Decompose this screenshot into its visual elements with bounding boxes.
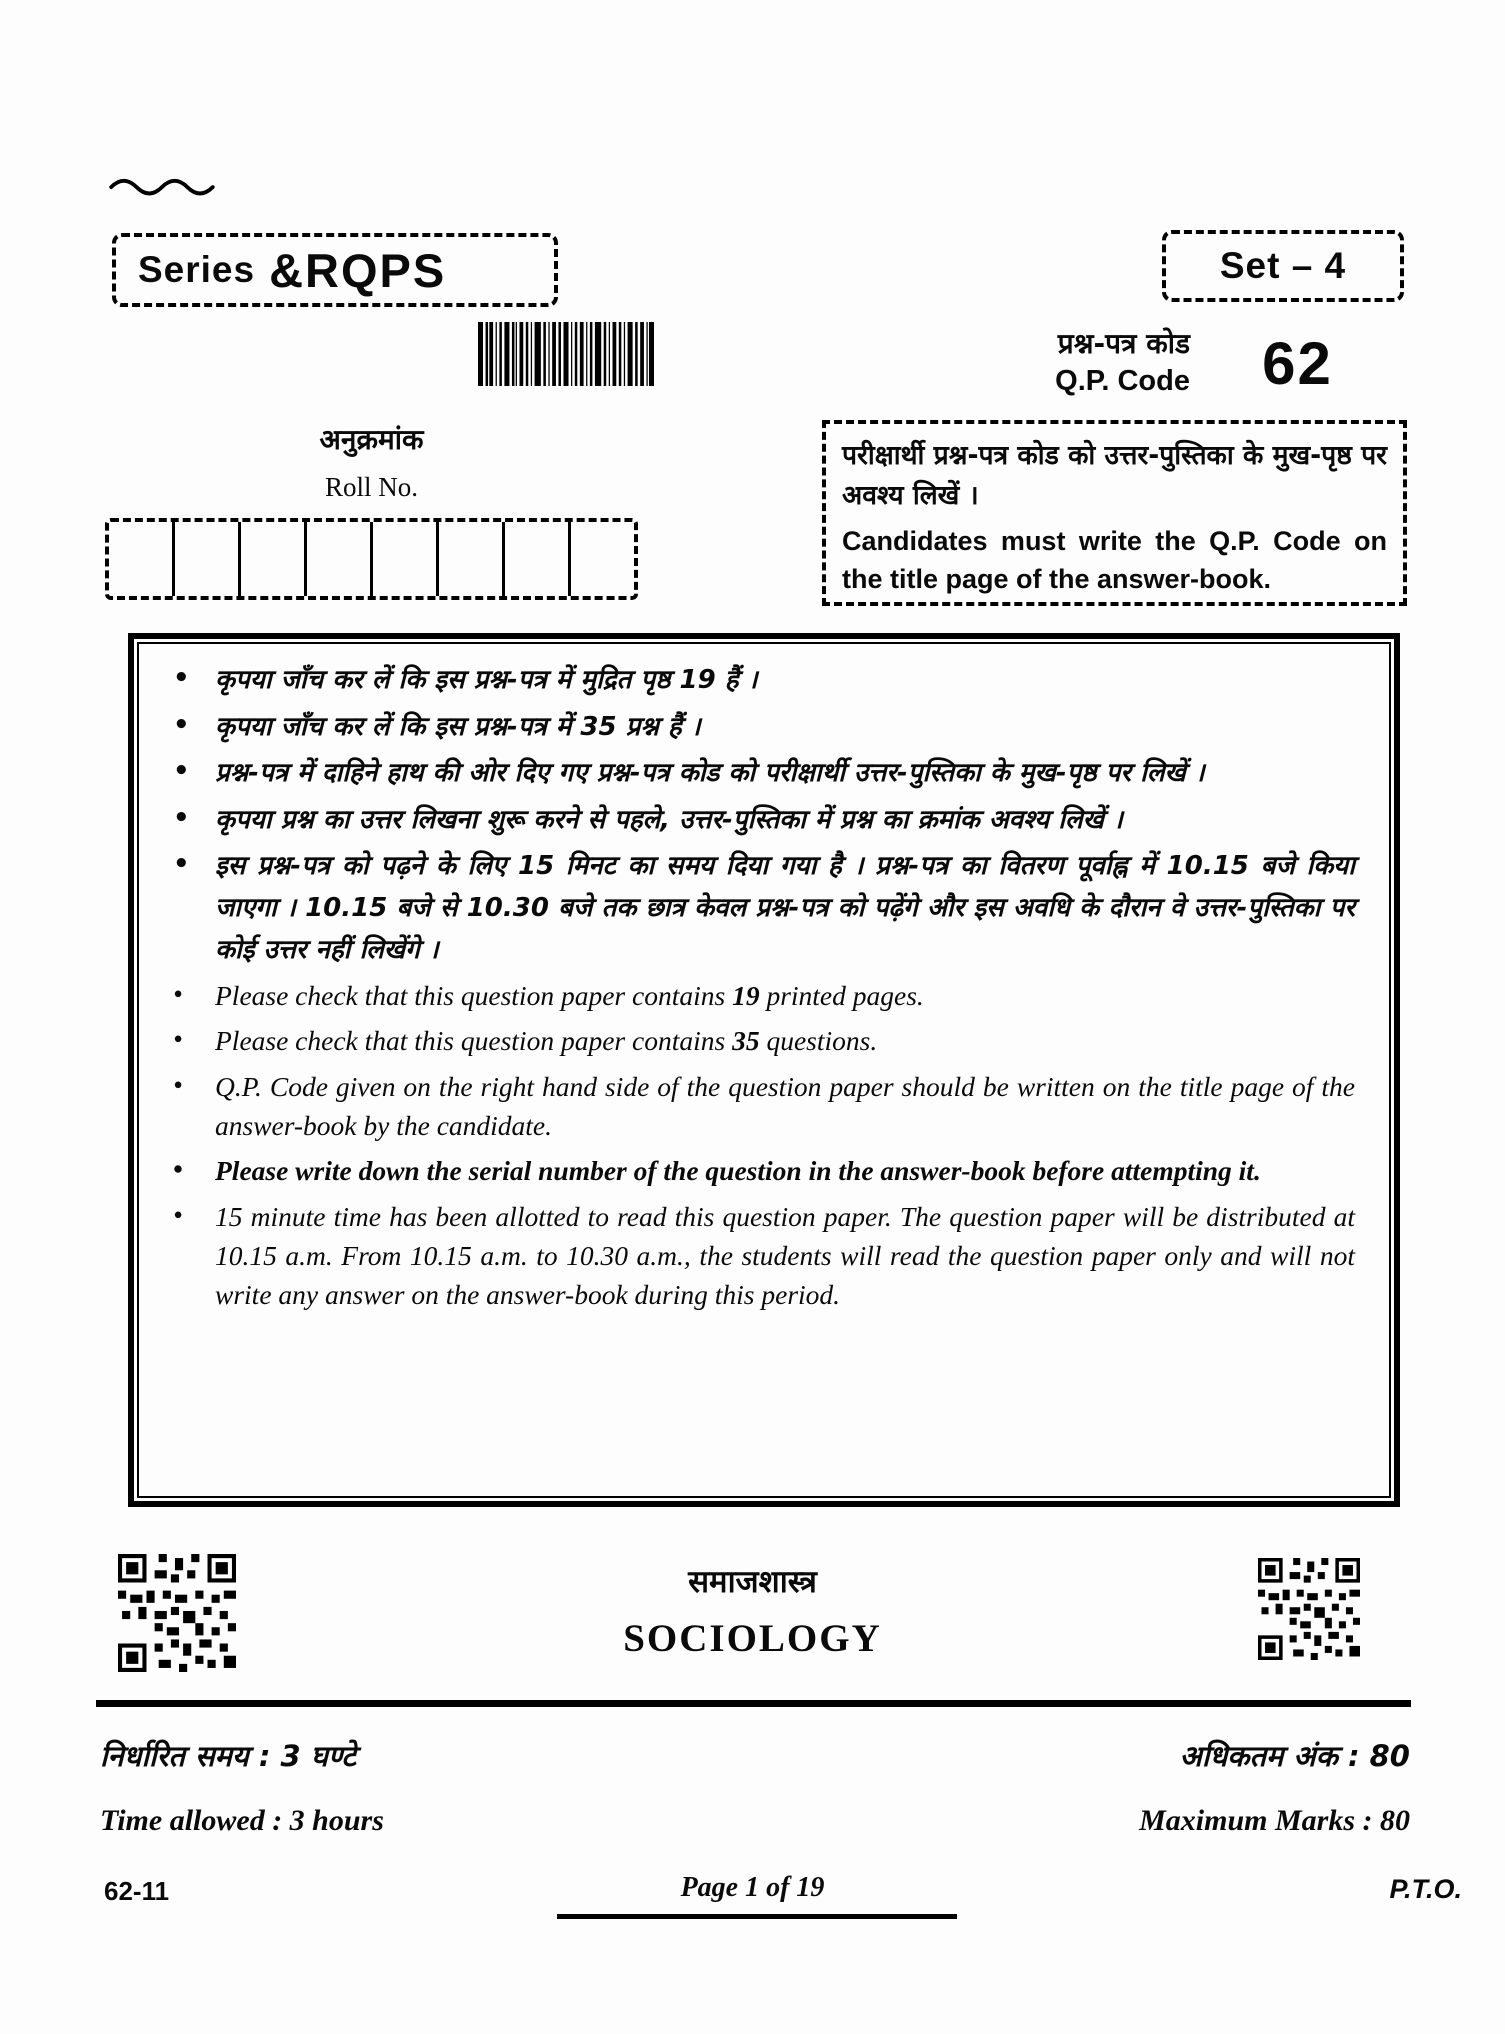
candidate-note-hindi: परीक्षार्थी प्रश्न-पत्र कोड को उत्तर-पुस्तिका के मुख-पृष्ठ पर अवश्य लिखें ।: [842, 440, 1387, 511]
roll-no-hindi-label: अनुक्रमांक: [319, 423, 424, 456]
series-code: &RQPS: [269, 243, 447, 297]
page-underline: [557, 1914, 957, 1919]
instruction-item: • 15 minute time has been allotted to read this question paper. The question paper will be distributed at 10.15 a.m. From 10.15 a.m. to 10.30 a.m., the students will read the question paper only and will not write any answer on the answer-book during this period.: [157, 1197, 1355, 1315]
instruction-item: • Please write down the serial number of the question in the answer-book before attempting it.: [157, 1151, 1355, 1190]
roll-cell[interactable]: [373, 522, 439, 596]
footer-code: 62-11: [104, 1876, 170, 1906]
subject-title-english: SOCIOLOGY: [623, 1617, 882, 1660]
qp-code-value: 62: [1262, 329, 1333, 397]
wave-mark: [108, 170, 218, 200]
roll-number-labels: [105, 420, 638, 503]
footer-page-number: Page 1 of 19: [680, 1872, 825, 1903]
max-marks-english: Maximum Marks : 80: [1139, 1804, 1410, 1837]
instruction-item: • कृपया प्रश्न का उत्तर लिखना शुरू करने से पहले, उत्तर-पुस्तिका में प्रश्न का क्रमांक अवश्य लिखें ।: [157, 800, 1355, 842]
barcode-image: [478, 322, 654, 386]
time-allowed-english: Time allowed : 3 hours: [100, 1804, 384, 1837]
roll-cell[interactable]: [307, 522, 373, 596]
instruction-item: • Q.P. Code given on the right hand side of the question paper should be written on the title page of the answer-book by the candidate.: [157, 1067, 1355, 1146]
candidate-note-box: [822, 420, 1407, 606]
section-divider: [96, 1700, 1411, 1707]
instructions-box-inner: [137, 642, 1391, 1498]
instruction-list: [157, 660, 1355, 1315]
roll-cell[interactable]: [439, 522, 505, 596]
qp-code-english-label: Q.P. Code: [1055, 365, 1190, 397]
qp-code-hindi-label: प्रश्न-पत्र कोड: [1057, 327, 1190, 360]
roll-cell[interactable]: [241, 522, 307, 596]
instructions-box: [128, 633, 1400, 1507]
instruction-item: • प्रश्न-पत्र में दाहिने हाथ की ओर दिए गए प्रश्न-पत्र कोड को परीक्षार्थी उत्तर-पुस्तिका के मुख-पृष्ठ पर लिखें ।: [157, 753, 1355, 795]
instruction-item: • कृपया जाँच कर लें कि इस प्रश्न-पत्र में 35 प्रश्न हैं ।: [157, 707, 1355, 749]
instruction-item: • Please check that this question paper contains 35 questions.: [157, 1021, 1355, 1060]
candidate-note-english: Candidates must write the Q.P. Code on the title page of the answer-book.: [842, 525, 1387, 594]
qp-code-block: [850, 326, 1405, 400]
subject-title-hindi: समाजशास्त्र: [688, 1564, 817, 1600]
instruction-item: • इस प्रश्न-पत्र को पढ़ने के लिए 15 मिनट का समय दिया गया है । प्रश्न-पत्र का वितरण पूर्वाह्न में 10.15 बजे किया जाएगा । 10.15 बजे से 10.30 बजे तक छात्र केवल प्रश्न-पत्र को पढ़ेंगे और इस अवधि के दौरान वे उत्तर-पुस्तिका पर कोई उत्तर नहीं लिखेंगे ।: [157, 846, 1355, 971]
set-label: Set – 4: [1219, 245, 1347, 286]
footer-pto: P.T.O.: [1389, 1874, 1462, 1904]
series-label: Series: [138, 249, 256, 290]
roll-cell[interactable]: [571, 522, 634, 596]
roll-cell[interactable]: [505, 522, 571, 596]
time-allowed-hindi: निर्धारित समय : 3 घण्टे: [100, 1739, 356, 1773]
roll-number-boxes: [105, 518, 638, 600]
roll-cell[interactable]: [109, 522, 175, 596]
roll-no-english-label: Roll No.: [324, 472, 418, 502]
instruction-item: • कृपया जाँच कर लें कि इस प्रश्न-पत्र में मुद्रित पृष्ठ 19 हैं ।: [157, 660, 1355, 702]
series-box: [112, 233, 558, 307]
instruction-item: • Please check that this question paper contains 19 printed pages.: [157, 976, 1355, 1015]
roll-cell[interactable]: [175, 522, 241, 596]
set-box: [1162, 230, 1404, 302]
max-marks-hindi: अधिकतम अंक : 80: [1179, 1739, 1410, 1773]
